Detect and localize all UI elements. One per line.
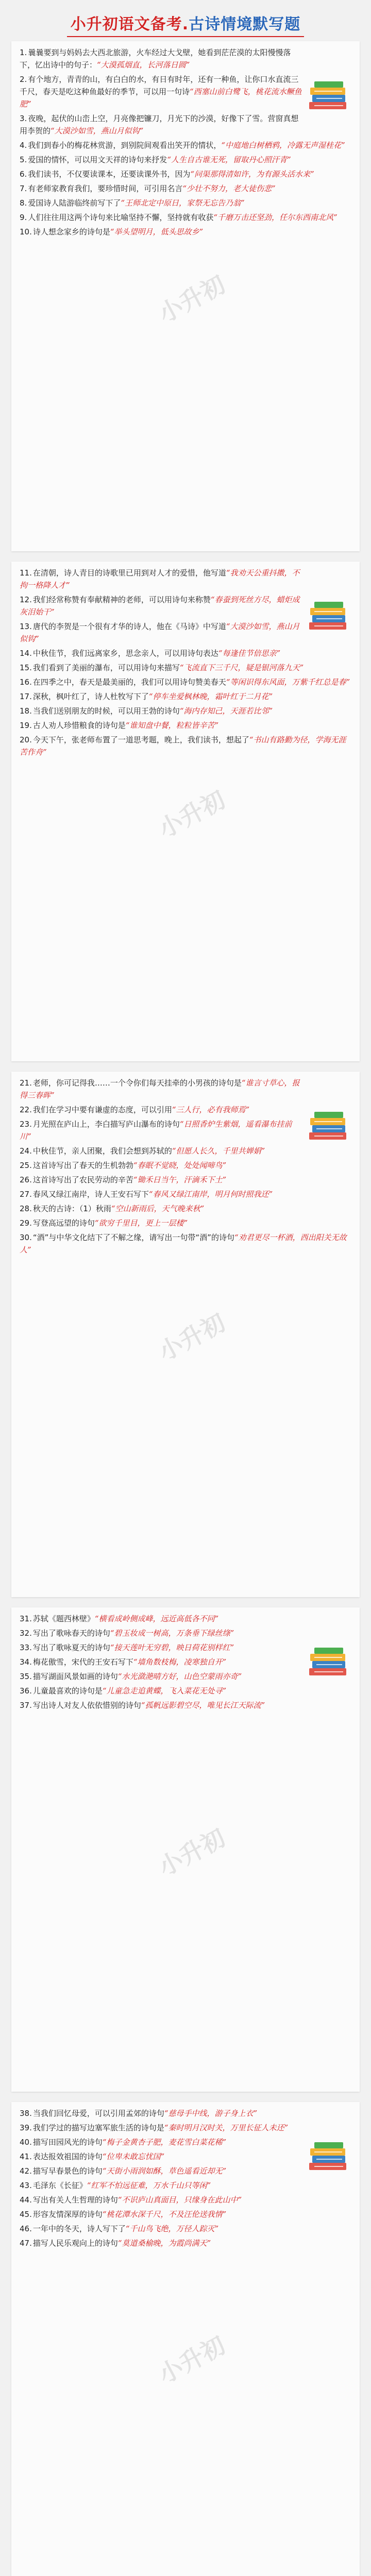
question-text: 写登高远望的诗句 bbox=[32, 1218, 95, 1228]
question-text: 写出了歌咏春天的诗句 bbox=[32, 1629, 110, 1638]
question-number: 31. bbox=[20, 1614, 32, 1623]
answer-text: “少壮不努力，老大徒伤悲” bbox=[182, 184, 276, 193]
worksheet-section bbox=[11, 562, 360, 1061]
answer-text: “等闲识得东风面，万紫千红总是春” bbox=[226, 677, 350, 687]
question-item bbox=[20, 1145, 351, 1157]
answer-text: “西塞山前白鹭飞，桃花流水鳜鱼肥” bbox=[20, 87, 302, 109]
question-number: 30. bbox=[20, 1233, 32, 1242]
question-number: 11. bbox=[20, 568, 32, 578]
question-text: 深秋，枫叶红了，诗人杜牧写下了 bbox=[32, 692, 149, 701]
question-item bbox=[20, 1685, 351, 1697]
title-sep: . bbox=[182, 15, 189, 33]
question-number: 29. bbox=[20, 1218, 32, 1228]
watermark: 小升初 bbox=[154, 2331, 230, 2389]
answer-text: “大漠孤烟直，长河落日圆” bbox=[97, 60, 190, 70]
answer-text: “飞流直下三千尺，疑是银河落九天” bbox=[179, 663, 304, 672]
question-item bbox=[20, 734, 351, 758]
question-text: 有个地方，青青的山，有白白的水，有日有时年，还有一种鱼，让你口水直流三千尺，春天是吃这种鱼最好的季节，可以用一句诗 bbox=[20, 75, 299, 96]
question-item bbox=[20, 1699, 351, 1711]
question-item bbox=[20, 139, 351, 151]
answer-text: “不识庐山真面目，只缘身在此山中” bbox=[117, 2195, 242, 2205]
question-item bbox=[20, 567, 302, 591]
watermark: 小升初 bbox=[154, 1308, 230, 1366]
answer-text: “水光潋滟晴方好，山色空蒙雨亦奇” bbox=[117, 1672, 242, 1681]
answer-text: “空山新雨后，天气晚来秋” bbox=[111, 1204, 205, 1213]
question-item bbox=[20, 73, 302, 110]
question-text: 梅花傲雪，宋代的王安石写下 bbox=[32, 1657, 133, 1667]
answer-text: “谁知盘中餐，粒粒皆辛苦” bbox=[125, 721, 219, 730]
question-number: 4. bbox=[20, 141, 27, 150]
question-number: 10. bbox=[20, 227, 32, 236]
question-number: 3. bbox=[20, 114, 27, 123]
question-number: 9. bbox=[20, 213, 27, 222]
question-item bbox=[20, 1613, 302, 1625]
question-text: 爱国的情怀，可以用文天祥的诗句来抒发 bbox=[28, 155, 167, 164]
question-item bbox=[20, 1077, 302, 1101]
question-item bbox=[20, 197, 351, 209]
question-text: 中秋佳节，我们远离家乡，思念亲人，可以用诗句表达 bbox=[32, 649, 218, 658]
question-number: 6. bbox=[20, 170, 27, 179]
book-stack-icon bbox=[307, 1643, 350, 1681]
question-text: 描写湖面风景如画的诗句 bbox=[32, 1672, 118, 1681]
question-item bbox=[20, 2122, 302, 2134]
question-number: 27. bbox=[20, 1190, 32, 1199]
question-item bbox=[20, 1188, 351, 1200]
answer-text: “碧玉妆成一树高，万条垂下绿丝绦” bbox=[110, 1629, 234, 1638]
question-number: 13. bbox=[20, 622, 32, 631]
answer-text: “春眠不觉晓，处处闻啼鸟” bbox=[133, 1161, 227, 1170]
question-number: 35. bbox=[20, 1672, 32, 1681]
book-stack-icon bbox=[307, 2138, 350, 2175]
question-text: 曩曩要到与妈妈去大西北旅游，火车经过大戈壁，她看到茫茫漠的太阳慢慢落下，忆出诗中的句子： bbox=[20, 48, 291, 70]
answer-text: “慈母手中线，游子身上衣” bbox=[164, 2109, 258, 2118]
question-text: 这首诗写出了春天的生机勃勃 bbox=[32, 1161, 133, 1170]
question-item bbox=[20, 2150, 351, 2163]
answer-text: “孤帆远影碧空尽，唯见长江天际流” bbox=[141, 1701, 265, 1710]
title-main: 小升初语文备考 bbox=[70, 15, 182, 33]
question-item bbox=[20, 1217, 351, 1229]
question-item bbox=[20, 1670, 351, 1683]
answer-text: “横看成岭侧成峰，远近高低各不同” bbox=[94, 1614, 219, 1623]
question-number: 18. bbox=[20, 706, 32, 716]
question-number: 1. bbox=[20, 48, 27, 57]
question-text: 写出诗人对友人依依惜别的诗句 bbox=[32, 1701, 141, 1710]
question-text: 唐代的李贺是一个很有才华的诗人，他在《马诗》中写道 bbox=[32, 622, 226, 631]
question-text: 这首诗写出了农民劳动的辛苦 bbox=[32, 1175, 133, 1184]
question-item bbox=[20, 1174, 351, 1186]
answer-text: “人生自古谁无死，留取丹心照汗青” bbox=[167, 155, 291, 164]
question-item bbox=[20, 1104, 302, 1116]
answer-text: “秦时明月汉时关，万里长征人未还” bbox=[164, 2123, 289, 2132]
question-item bbox=[20, 705, 351, 717]
question-text: 诗人想念家乡的诗句是 bbox=[32, 227, 110, 236]
answer-text: “儿童急走追黄蝶，飞入菜花无处寻” bbox=[102, 1686, 227, 1696]
question-text: 描写人民乐观向上的诗句 bbox=[32, 2239, 118, 2248]
question-number: 38. bbox=[20, 2109, 32, 2118]
question-text: 当我们回忆母爱，可以引用孟郊的诗句 bbox=[32, 2109, 164, 2118]
question-text: 苏轼《题西林壁》 bbox=[32, 1614, 95, 1623]
answer-text: “问渠那得清如许，为有源头活水来” bbox=[190, 170, 314, 179]
question-item bbox=[20, 2237, 351, 2249]
question-number: 2. bbox=[20, 75, 27, 84]
page-title bbox=[0, 0, 371, 34]
question-text: 毛泽东《长征》 bbox=[32, 2181, 87, 2190]
title-underline bbox=[67, 36, 304, 37]
question-item bbox=[20, 647, 351, 659]
answer-text: “接天莲叶无穷碧，映日荷花别样红” bbox=[110, 1643, 234, 1652]
question-item bbox=[20, 594, 302, 618]
question-item bbox=[20, 676, 351, 688]
answer-text: “我劝天公重抖擞，不拘一格降人才” bbox=[20, 568, 300, 590]
answer-text: “桃花潭水深千尺，不及汪伦送我情” bbox=[102, 2210, 227, 2219]
question-number: 14. bbox=[20, 649, 32, 658]
answer-text: “三人行，必有我师焉” bbox=[172, 1105, 250, 1114]
answer-text: “千山鸟飞绝，万径人踪灭” bbox=[125, 2224, 219, 2233]
question-number: 37. bbox=[20, 1701, 32, 1710]
answer-text: “锄禾日当午，汗滴禾下土” bbox=[133, 1175, 227, 1184]
question-item bbox=[20, 2136, 302, 2148]
question-item bbox=[20, 46, 302, 71]
question-number: 21. bbox=[20, 1078, 32, 1088]
question-text: 描写田园风光的诗句 bbox=[32, 2138, 103, 2147]
question-text: 儿童最喜欢的诗句是 bbox=[32, 1686, 103, 1696]
question-text: 我们看到了美丽的瀑布，可以用诗句来描写 bbox=[32, 663, 180, 672]
answer-text: “谁言寸草心，报得三春晖” bbox=[20, 1078, 300, 1100]
question-number: 47. bbox=[20, 2239, 32, 2248]
answer-text: “千磨万击还坚劲，任尔东西南北风” bbox=[213, 213, 338, 222]
answer-text: “位卑未敢忘忧国” bbox=[102, 2152, 165, 2161]
worksheet-section bbox=[11, 2102, 360, 2576]
question-item bbox=[20, 2223, 351, 2235]
worksheet-section bbox=[11, 1072, 360, 1597]
question-number: 23. bbox=[20, 1120, 32, 1129]
question-item bbox=[20, 662, 351, 674]
book-stack-icon bbox=[307, 77, 350, 114]
question-text: 描写早春景色的诗句 bbox=[32, 2166, 103, 2176]
question-number: 17. bbox=[20, 692, 32, 701]
question-number: 40. bbox=[20, 2138, 32, 2147]
answer-text: “举头望明月，低头思故乡” bbox=[110, 227, 204, 236]
question-number: 24. bbox=[20, 1146, 32, 1156]
question-number: 26. bbox=[20, 1175, 32, 1184]
question-number: 16. bbox=[20, 677, 32, 687]
answer-text: “但愿人长久，千里共婵娟” bbox=[172, 1146, 265, 1156]
question-number: 5. bbox=[20, 155, 27, 164]
question-text: 月光照在庐山上，李白描写庐山瀑布的诗句 bbox=[32, 1120, 180, 1129]
book-stack-icon bbox=[307, 1108, 350, 1145]
answer-text: “每逢佳节倍思亲” bbox=[218, 649, 281, 658]
question-text: 当我们送别朋友的时候，可以用王勃的诗句 bbox=[32, 706, 180, 716]
question-text: 中秋佳节，亲人团聚，我们会想到苏轼的 bbox=[32, 1146, 172, 1156]
answer-text: “墙角数枝梅，凌寒独自开” bbox=[133, 1657, 227, 1667]
worksheet-section bbox=[11, 41, 360, 551]
watermark: 小升初 bbox=[154, 1823, 230, 1882]
question-item bbox=[20, 2165, 351, 2177]
watermark: 小升初 bbox=[154, 270, 230, 328]
question-text: 我们学过的描写边塞军旅生活的诗句是 bbox=[32, 2123, 164, 2132]
watermark: 小升初 bbox=[154, 785, 230, 843]
question-number: 19. bbox=[20, 721, 32, 730]
answer-text: “红军不怕远征难，万水千山只等闲” bbox=[87, 2181, 211, 2190]
question-text: 我们到春小的梅花林赏游，到别院间观看出笑开的情状， bbox=[28, 141, 222, 150]
question-item bbox=[20, 2179, 351, 2192]
question-item bbox=[20, 1641, 302, 1654]
question-text: 古人劝人珍惜粮食的诗句是 bbox=[32, 721, 126, 730]
question-number: 43. bbox=[20, 2181, 32, 2190]
worksheet-section bbox=[11, 1607, 360, 2092]
answer-text: “春蚕到死丝方尽，蜡炬成灰泪始干” bbox=[20, 595, 300, 617]
question-text: 一年中的冬天，诗人写下了 bbox=[32, 2224, 126, 2233]
question-number: 22. bbox=[20, 1105, 32, 1114]
question-text: 人们往往用这两个诗句来比喻坚持不懈，坚持就有收获 bbox=[28, 213, 214, 222]
question-number: 15. bbox=[20, 663, 32, 672]
question-text: 表达报效祖国的诗句 bbox=[32, 2152, 103, 2161]
question-text: 夜晚，起伏的山峦上空，月亮像把镰刀，月光下的沙漠，好像下了雪。营窗真想用李贺的 bbox=[20, 114, 299, 135]
answer-text: “海内存知己，天涯若比邻” bbox=[179, 706, 273, 716]
question-item bbox=[20, 1202, 351, 1215]
question-number: 42. bbox=[20, 2166, 32, 2176]
question-text: 我们读书，不仅要读课本，还要读课外书，因为 bbox=[28, 170, 191, 179]
question-number: 28. bbox=[20, 1204, 32, 1213]
question-item bbox=[20, 154, 351, 166]
question-item bbox=[20, 1627, 302, 1639]
question-text: 春风又绿江南岸，诗人王安石写下 bbox=[32, 1190, 149, 1199]
question-text: 有老师家教育我们，要珍惜时间，可引用名言 bbox=[28, 184, 183, 193]
question-item bbox=[20, 2194, 351, 2206]
question-number: 20. bbox=[20, 735, 32, 744]
book-stack-icon bbox=[307, 598, 350, 635]
question-item bbox=[20, 2107, 302, 2120]
question-number: 41. bbox=[20, 2152, 32, 2161]
question-item bbox=[20, 182, 351, 195]
question-number: 45. bbox=[20, 2210, 32, 2219]
answer-text: “劝君更尽一杯酒，西出阳关无故人” bbox=[20, 1233, 347, 1255]
title-sub: 古诗情境默写题 bbox=[189, 15, 301, 33]
question-number: 46. bbox=[20, 2224, 32, 2233]
question-item bbox=[20, 690, 351, 703]
question-text: 我们在学习中要有谦虚的态度，可以引用 bbox=[32, 1105, 172, 1114]
answer-text: “莫道桑榆晚，为霞尚满天” bbox=[117, 2239, 211, 2248]
answer-text: “天街小雨润如酥，草色遥看近却无” bbox=[102, 2166, 227, 2176]
answer-text: “王师北定中原日，家祭无忘告乃翁” bbox=[121, 198, 245, 208]
question-number: 8. bbox=[20, 198, 27, 208]
question-text: 老师，你可记得我……一个令你们每天挂牵的小男孩的诗句是 bbox=[32, 1078, 242, 1088]
question-text: 秋天的古诗：（1）秋雨 bbox=[32, 1204, 111, 1213]
question-item bbox=[20, 226, 351, 238]
question-item bbox=[20, 211, 351, 224]
question-number: 44. bbox=[20, 2195, 32, 2205]
question-text: “酒”与中华文化结下了不解之缘，请写出一句带“酒”的诗句 bbox=[32, 1233, 234, 1242]
question-item bbox=[20, 620, 302, 645]
answer-text: “中庭地白树栖鸦，冷露无声湿桂花” bbox=[221, 141, 345, 150]
question-number: 34. bbox=[20, 1657, 32, 1667]
question-item bbox=[20, 1159, 351, 1172]
answer-text: “梅子金黄杏子肥，麦花雪白菜花稀” bbox=[102, 2138, 227, 2147]
answer-text: “日照香炉生紫烟，遥看瀑布挂前川” bbox=[20, 1120, 292, 1141]
question-item bbox=[20, 719, 351, 732]
question-item bbox=[20, 1118, 302, 1143]
question-text: 今天下午，张老师布置了一道思考题，晚上，我们读书，想起了 bbox=[32, 735, 249, 744]
answer-text: “春风又绿江南岸，明月何时照我还” bbox=[148, 1190, 273, 1199]
question-number: 25. bbox=[20, 1161, 32, 1170]
question-text: 在四季之中，春天是最美丽的，我们可以用诗句赞美春天 bbox=[32, 677, 226, 687]
answer-text: “书山有路勤为径，学海无涯苦作舟” bbox=[20, 735, 346, 757]
answer-text: “停车坐爱枫林晚，霜叶红于二月花” bbox=[148, 692, 273, 701]
question-number: 7. bbox=[20, 184, 27, 193]
question-number: 39. bbox=[20, 2123, 32, 2132]
question-item bbox=[20, 1231, 351, 1256]
question-item bbox=[20, 112, 302, 137]
question-item bbox=[20, 168, 351, 180]
question-text: 我们经常称赞有奉献精神的老师，可以用诗句来称赞 bbox=[32, 595, 211, 604]
question-text: 形容友情深厚的诗句 bbox=[32, 2210, 103, 2219]
answer-text: “欲穷千里目，更上一层楼” bbox=[94, 1218, 188, 1228]
question-number: 33. bbox=[20, 1643, 32, 1652]
answer-text: “大漠沙如雪，燕山月似钩” bbox=[50, 126, 144, 135]
question-text: 在清朝，诗人青目的诗歌里已用到对人才的爱惜，他写道 bbox=[32, 568, 226, 578]
question-text: 写出有关人生哲理的诗句 bbox=[32, 2195, 118, 2205]
question-item bbox=[20, 2208, 351, 2221]
question-number: 36. bbox=[20, 1686, 32, 1696]
question-text: 写出了歌咏夏天的诗句 bbox=[32, 1643, 110, 1652]
answer-text: “大漠沙如雪，燕山月似钩” bbox=[20, 622, 300, 643]
question-text: 爱国诗人陆游临终前写下了 bbox=[28, 198, 121, 208]
question-item bbox=[20, 1656, 351, 1668]
question-number: 32. bbox=[20, 1629, 32, 1638]
question-number: 12. bbox=[20, 595, 32, 604]
